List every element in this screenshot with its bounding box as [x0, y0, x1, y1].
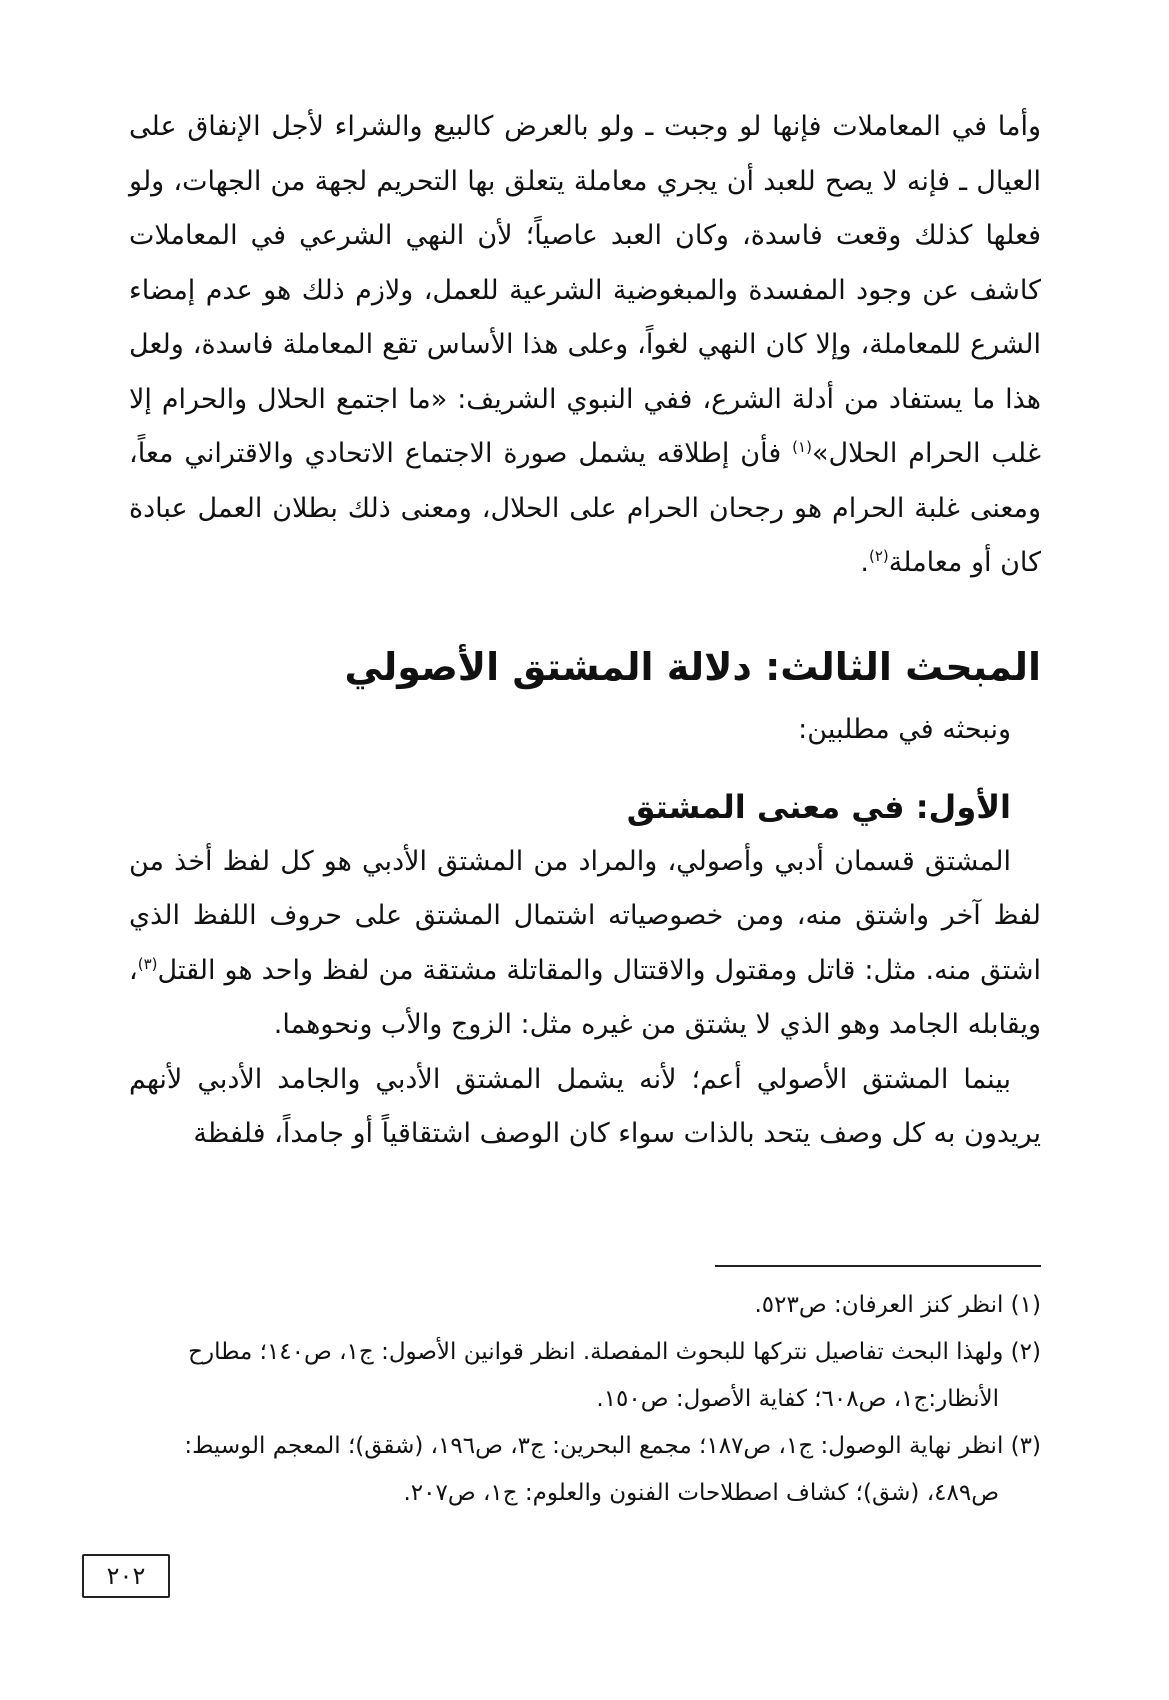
- paragraph-text: وأما في المعاملات فإنها لو وجبت ـ ولو بالعرض كالبيع والشراء لأجل الإنفاق على العيال ـ فإنه لا يصح للعبد أن يجري معاملة يتعلق بها التحريم لجهة من الجهات، ولو فعلها كذلك وقعت فاسدة، وكان العبد عاصياً؛ لأن النهي الشرعي في المعاملات كاشف عن وجود المفسدة والمبغوضية الشرعية للعمل، ولازم ذلك هو عدم إمضاء الشرع للمعاملة، وإلا كان النهي لغواً، وعلى هذا الأساس تقع المعاملة فاسدة، ولعل هذا ما يستفاد من أدلة الشرع، ففي النبوي الشريف: «ما اجتمع الحلال والحرام إلا غلب الحرام الحلال»: [129, 111, 1041, 469]
- paragraph-text: ، ويقابله الجامد وهو الذي لا يشتق من غيره مثل: الزوج والأب ونحوهما.: [129, 954, 1041, 1040]
- page-number: ٢٠٢: [82, 1554, 170, 1598]
- footnote-marker-2: (٢): [869, 547, 889, 565]
- footnotes: [129, 1282, 1041, 1517]
- section-intro: ونبحثه في مطلبين:: [798, 713, 1011, 745]
- section-title: المبحث الثالث: دلالة المشتق الأصولي: [344, 644, 1041, 689]
- footnote-text: انظر كنز العرفان: ص٥٢٣.: [754, 1292, 1004, 1318]
- footnote-number: (٢): [1010, 1339, 1041, 1365]
- footnote-separator: [715, 1265, 1041, 1267]
- footnote-2: [129, 1329, 1041, 1423]
- footnote-1: [129, 1282, 1041, 1329]
- footnote-text: ولهذا البحث تفاصيل نتركها للبحوث المفصلة. انظر قوانين الأصول: ج١، ص١٤٠؛ مطارح: [188, 1339, 1004, 1365]
- footnote-marker-3: (٣): [137, 954, 158, 973]
- paragraph-text: .: [860, 547, 869, 578]
- paragraph-text: فأن إطلاقه يشمل صورة الاجتماع الاتحادي والاقتراني معاً، ومعنى غلبة الحرام هو رجحان الحرام على الحلال، ومعنى ذلك بطلان العمل عبادة كان أو معاملة: [129, 438, 1041, 578]
- paragraph-usuli-derivative: بينما المشتق الأصولي أعم؛ لأنه يشمل المشتق الأدبي والجامد الأدبي لأنهم يريدون به كل وصف يتحد بالذات سواء كان الوصف اشتقاقياً أو جامداً، فلفظة: [129, 1063, 1041, 1149]
- paragraph-derivative-definition: [129, 835, 1041, 1053]
- paragraph-text: المشتق قسمان أدبي وأصولي، والمراد من المشتق الأدبي هو كل لفظ أخذ من لفظ آخر واشتق منه، ومن خصوصياته اشتمال المشتق على حروف اللفظ الذي اشتق منه. مثل: قاتل ومقتول والاقتتال والمقاتلة مشتقة من لفظ واحد هو القتل: [129, 845, 1041, 986]
- subsection-title: الأول: في معنى المشتق: [626, 787, 1011, 826]
- footnote-text-continued: الأنظار:ج١، ص٦٠٨؛ كفاية الأصول: ص١٥٠.: [596, 1386, 999, 1412]
- footnote-number: (١): [1010, 1292, 1041, 1318]
- footnote-number: (٣): [1010, 1433, 1041, 1459]
- footnote-text: انظر نهاية الوصول: ج١، ص١٨٧؛ مجمع البحرين: ج٣، ص١٩٦، (شقق)؛ المعجم الوسيط:: [184, 1433, 1004, 1459]
- footnote-marker-1: (١): [792, 438, 812, 456]
- footnote-text-continued: ص٤٨٩، (شق)؛ كشاف اصطلاحات الفنون والعلوم: ج١، ص٢٠٧.: [403, 1480, 999, 1506]
- paragraph-transactions: [129, 100, 1041, 591]
- page-body: [129, 100, 1041, 1162]
- footnote-3: [129, 1423, 1041, 1517]
